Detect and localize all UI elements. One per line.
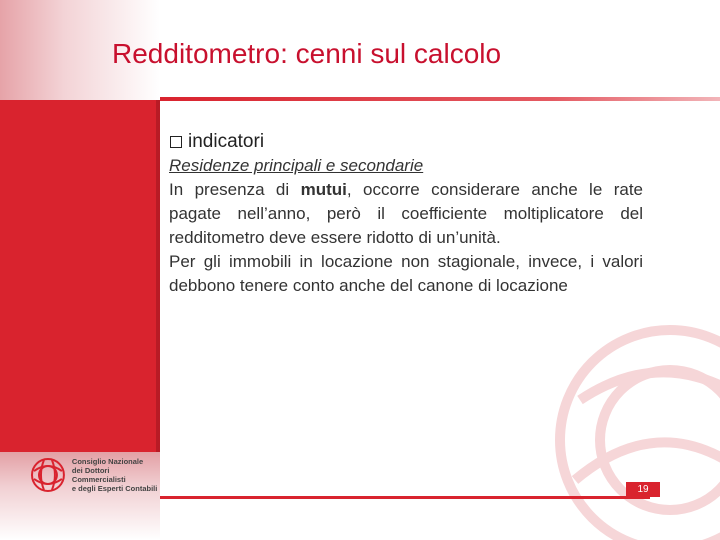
paragraph-locazione: Per gli immobili in locazione non stagionale, invece, i valori debbono tenere conto anche del canone di locazione (169, 252, 643, 295)
logo-line: Consiglio Nazionale (71, 457, 144, 466)
logo-line: e degli Esperti Contabili (71, 484, 158, 493)
paragraph-text: In presenza di (169, 180, 301, 199)
bullet-text: indicatori (188, 131, 265, 152)
slide-title: Redditometro: cenni sul calcolo (112, 38, 502, 69)
page-number-badge: 19 (626, 482, 660, 497)
footer-divider (160, 496, 650, 499)
title-divider (160, 97, 720, 101)
logo-line: dei Dottori Commercialisti (71, 466, 126, 484)
bold-term: mutui (300, 180, 347, 199)
left-red-band (0, 100, 160, 452)
paragraph-mutui (169, 178, 643, 250)
organization-logo (30, 454, 165, 496)
bullet-item (169, 130, 643, 154)
logo-text (72, 457, 165, 493)
cndcec-logo-icon (30, 457, 66, 493)
slide-content (169, 130, 643, 298)
paragraph-text: , occorre considerare anche le rate pagate nell’anno, però il coefficiente moltiplicatore del redditometro deve essere ridotto di un’unità. (169, 180, 643, 247)
section-subheading: Residenze principali e secondarie (169, 156, 424, 175)
checkbox-icon (170, 136, 182, 148)
watermark-logo-icon (520, 280, 720, 540)
